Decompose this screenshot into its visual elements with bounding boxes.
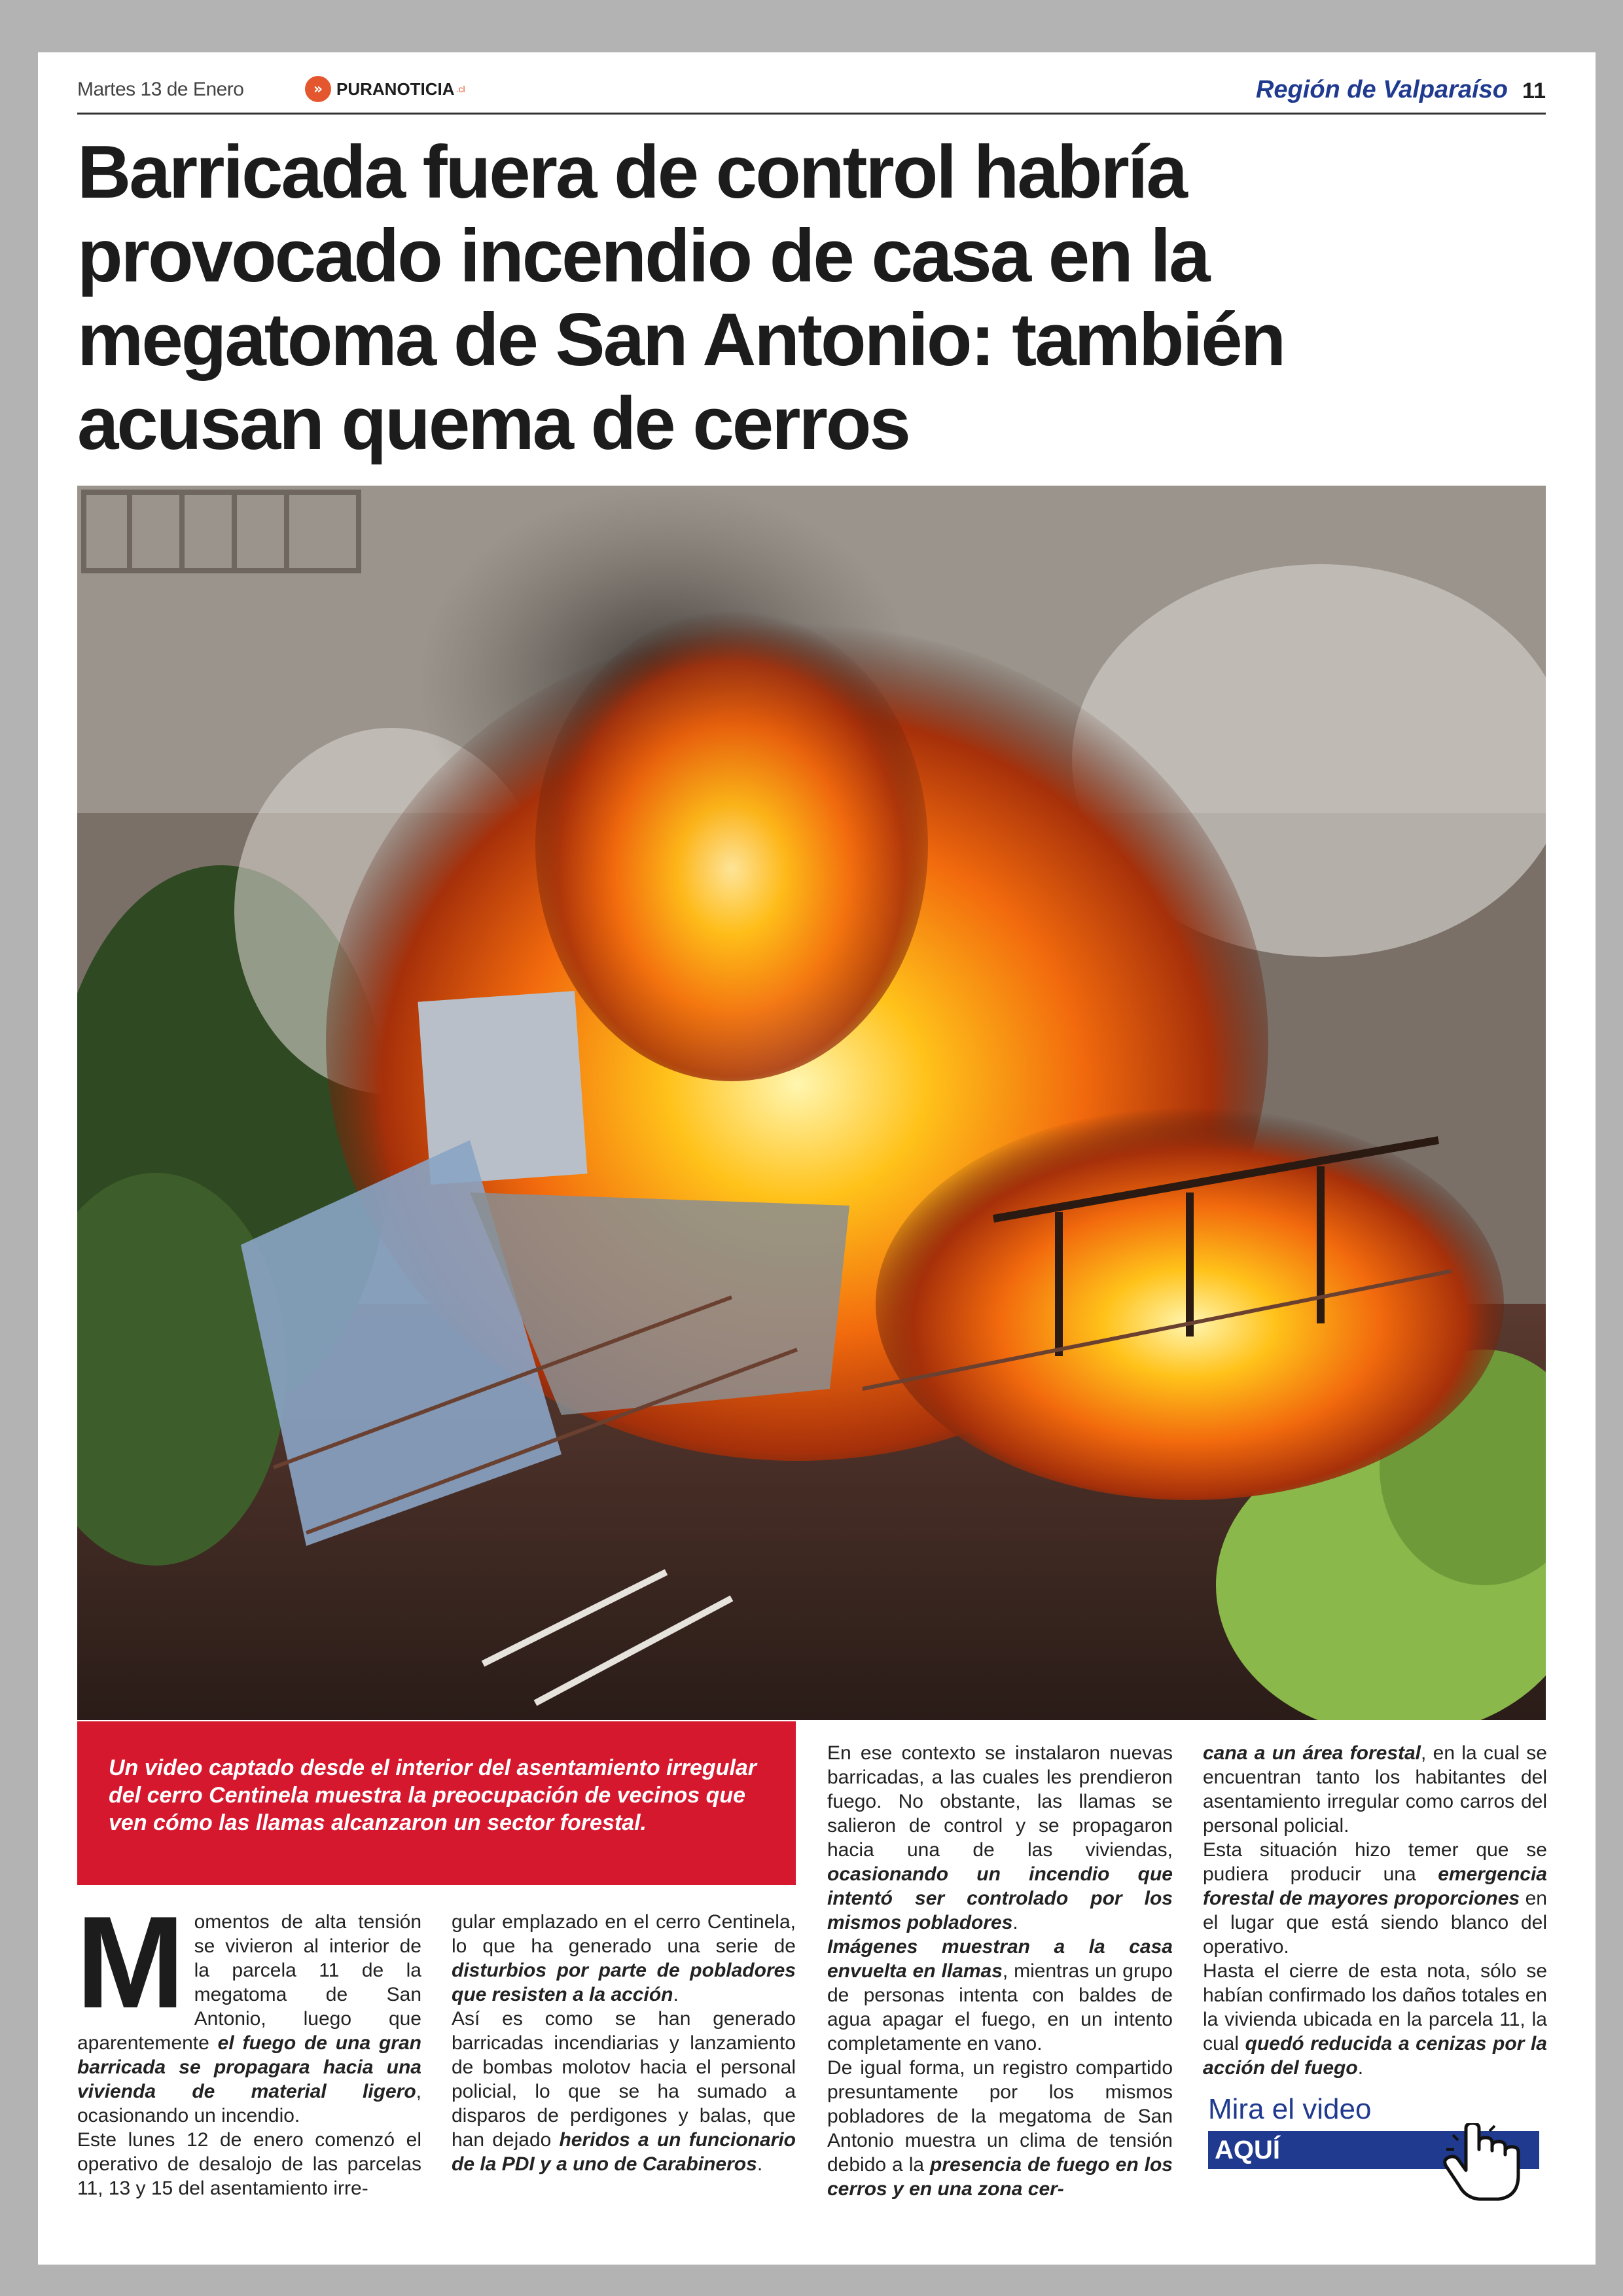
fire-photo (77, 486, 1546, 1720)
text-run: Hasta el cierre de esta nota, sólo se habían confirmado los daños totales en la vivienda ubicada en la parcela 11, la cual (1203, 1960, 1547, 2054)
emphasis: ocasionando un incendio que intentó ser controlado por los mismos pobladores (827, 1863, 1173, 1933)
text-run: . (757, 2153, 763, 2175)
text-run: , ocasionando un incendio. (77, 2081, 421, 2126)
text-run: Así es como se han generado barricadas incendiarias y lanzamiento de bombas molotov hacia el personal policial, lo que se ha sumado a disparos de perdigones y balas, que han dejado (452, 2008, 796, 2151)
paragraph (827, 2056, 1173, 2201)
page-number: 11 (1522, 79, 1546, 103)
emphasis: emergencia forestal de mayores proporciones (1203, 1863, 1547, 1909)
text-run: , mientras un grupo de personas intenta con baldes de agua apagar el fuego, en un intento completamente en vano. (827, 1960, 1173, 2054)
paragraph (1203, 1741, 1547, 1838)
paragraph (452, 1910, 796, 2007)
paragraph (452, 2007, 796, 2176)
issue-date: Martes 13 de Enero (77, 79, 244, 100)
section-name: Región de Valparaíso (1255, 76, 1508, 103)
text-run: en el lugar que está siendo blanco del operativo. (1203, 1888, 1547, 1958)
header-divider (77, 113, 1546, 115)
drop-cap: M (76, 1890, 185, 2036)
text-run: omentos de alta tensión se vivieron al interior de la parcela 11 de la megatoma de San Antonio, luego que aparentemente (77, 1911, 421, 2054)
emphasis: quedó reducida a cenizas por la acción del fuego (1203, 2033, 1547, 2079)
text-run: . (1357, 2057, 1364, 2079)
photo-caption: Un video captado desde el interior del asentamiento irregular del cerro Centinela muestra la preocupación de vecinos que ven cómo las llamas alcanzaron un sector forestal. (77, 1721, 796, 1885)
paragraph (1203, 1838, 1547, 1959)
article-column-2 (452, 1910, 796, 2176)
video-label: Mira el video (1208, 2093, 1372, 2125)
text-run: gular emplazado en el cerro Centinela, lo que ha generado una serie de (452, 1911, 796, 1957)
paragraph (1203, 1959, 1547, 2080)
paragraph (827, 1935, 1173, 2056)
emphasis: presencia de fuego en los cerros y en una zona cer- (827, 2154, 1173, 2200)
emphasis: cana a un área forestal (1203, 1742, 1421, 1764)
text-run: . (673, 1984, 679, 2005)
article-column-1 (76, 1890, 421, 2200)
paragraph (827, 1741, 1173, 1935)
article-column-4 (1203, 1741, 1547, 2080)
headline: Barricada fuera de control habría provocado incendio de casa en la megatoma de San Antonio: también acusan quema de cerros (77, 131, 1285, 465)
emphasis: heridos a un funcionario de la PDI y a uno de Carabineros (452, 2129, 796, 2175)
paragraph (76, 1890, 421, 2128)
emphasis: el fuego de una gran barricada se propagara hacia una vivienda de material ligero (77, 2032, 421, 2102)
play-arrows-logo-icon: » (305, 76, 331, 102)
paragraph: Este lunes 12 de enero comenzó el operativo de desalojo de las parcelas 11, 13 y 15 del asentamiento irre- (77, 2129, 421, 2199)
article-column-3 (827, 1741, 1173, 2201)
emphasis: disturbios por parte de pobladores que resisten a la acción (452, 1960, 796, 2005)
logo-tld: .cl (455, 84, 465, 94)
text-run: . (1012, 1912, 1018, 1933)
logo-text: PURANOTICIA (336, 79, 455, 99)
emphasis: Imágenes muestran a la casa envuelta en llamas (827, 1936, 1173, 1982)
hand-click-icon[interactable] (1427, 2123, 1538, 2202)
watch-video-button[interactable]: AQUÍ (1208, 2131, 1539, 2169)
text-run: Esta situación hizo temer que se pudiera producir una (1203, 1839, 1547, 1885)
text-run: De igual forma, un registro compartido presuntamente por los mismos pobladores de la megatoma de San Antonio muestra un clima de tensión debido a la (827, 2057, 1173, 2176)
text-run: , en la cual se encuentran tanto los habitantes del asentamiento irregular como carros del personal policial. (1203, 1742, 1547, 1837)
brand-logo[interactable] (305, 76, 465, 102)
text-run: En ese contexto se instalaron nuevas barricadas, a las cuales les prendieron fuego. No obstante, las llamas se salieron de control y se propagaron hacia una de las viviendas, (827, 1742, 1173, 1861)
